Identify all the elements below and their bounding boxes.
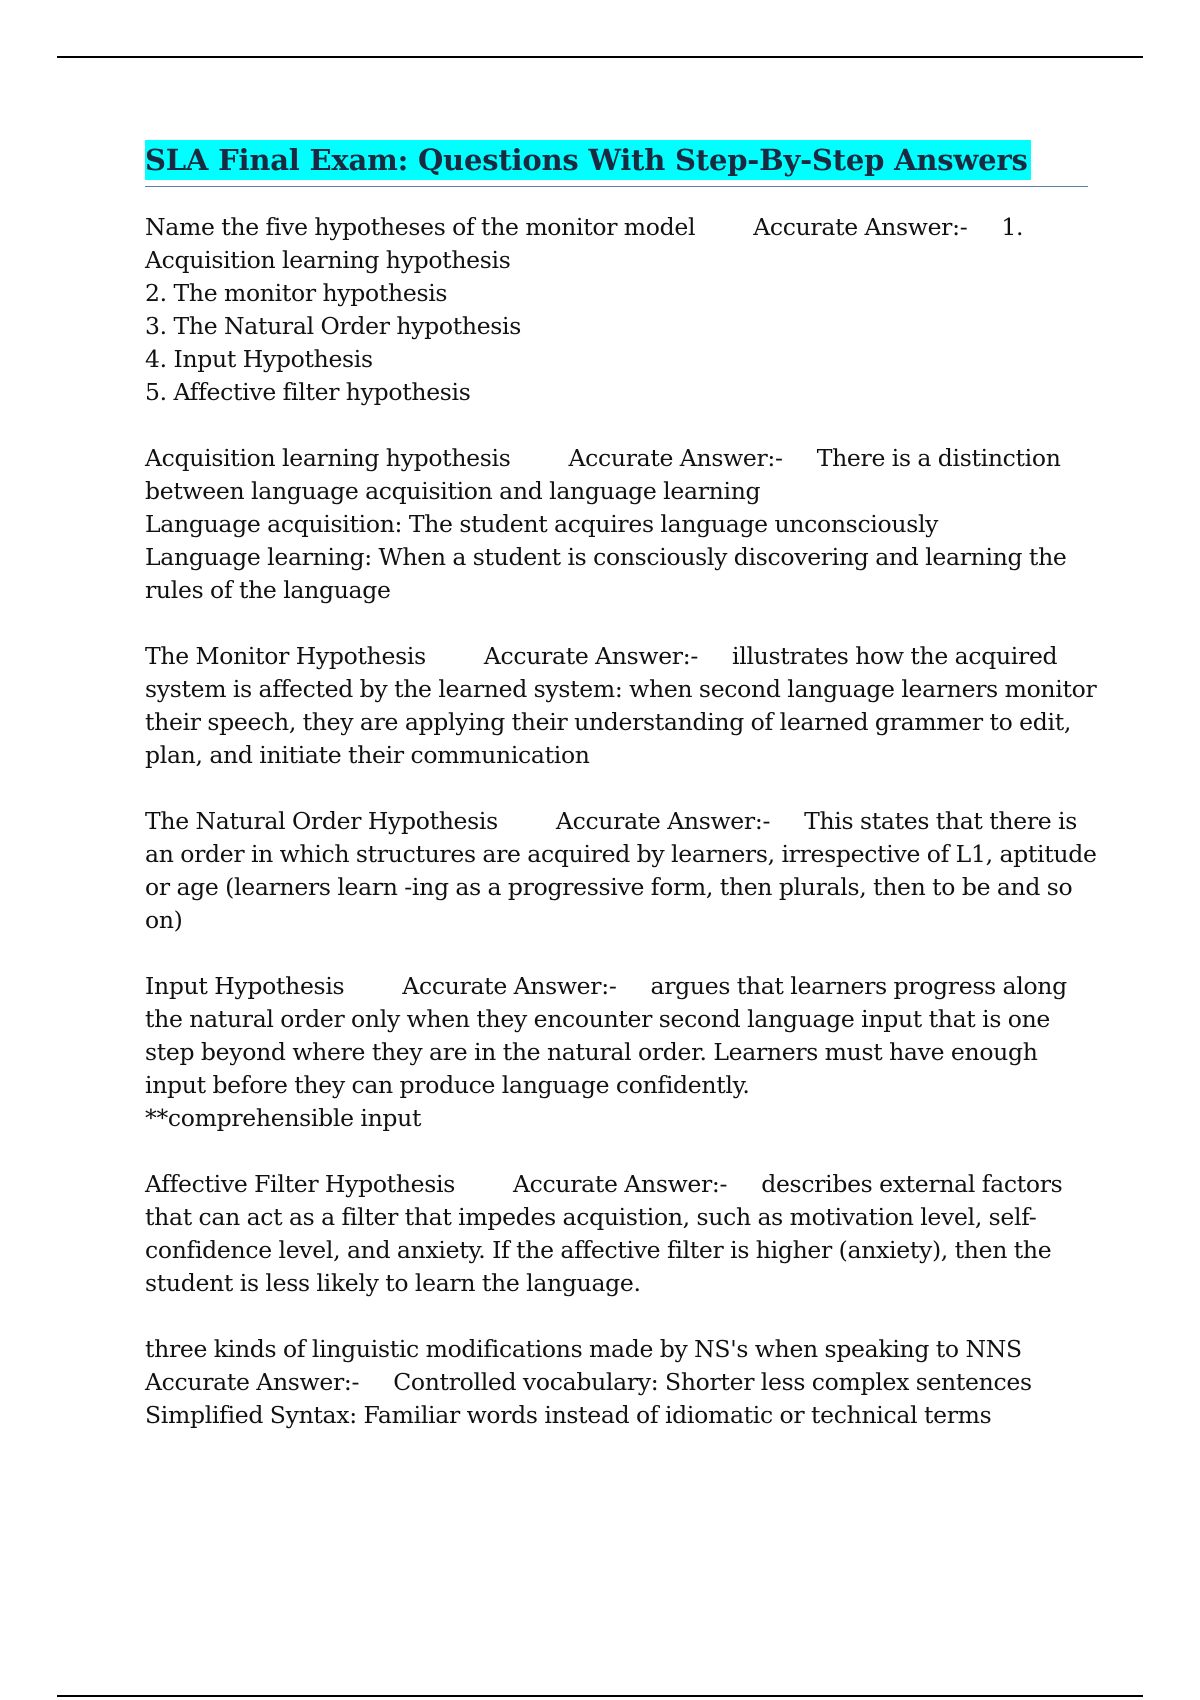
answer-text: 1. Acquisition learning hypothesis — [145, 213, 1024, 274]
qa-entry — [145, 805, 1105, 937]
question-text: The Monitor Hypothesis — [145, 642, 426, 670]
answer-label: Accurate Answer:- — [753, 213, 968, 241]
answer-label: Accurate Answer:- — [145, 1368, 360, 1396]
answer-text: **comprehensible input — [145, 1104, 422, 1132]
answer-label: Accurate Answer:- — [555, 807, 771, 835]
answer-label: Accurate Answer:- — [568, 444, 783, 472]
answer-label: Accurate Answer:- — [483, 642, 699, 670]
question-text: Acquisition learning hypothesis — [145, 444, 511, 472]
answer-text: argues that learners progress along the natural order only when they encounter second language input that is one step beyond where they are in the natural order. Learners must have enough input before they can produce language confidently. — [145, 972, 1067, 1099]
answer-text: 2. The monitor hypothesis — [145, 279, 448, 307]
answer-text: Language learning: When a student is consciously discovering and learning the rules of the language — [145, 543, 1067, 604]
question-text: three kinds of linguistic modifications made by NS's when speaking to NNS — [145, 1335, 1022, 1363]
answer-text: There is a distinction between language acquisition and language learning — [145, 444, 1061, 505]
qa-entry — [145, 970, 1105, 1135]
answer-text: 3. The Natural Order hypothesis — [145, 312, 522, 340]
answer-text: Controlled vocabulary: Shorter less complex sentences — [393, 1368, 1032, 1396]
question-text: The Natural Order Hypothesis — [145, 807, 498, 835]
answer-text: Simplified Syntax: Familiar words instead of idiomatic or technical terms — [145, 1401, 992, 1429]
answer-text: 5. Affective filter hypothesis — [145, 378, 471, 406]
qa-entry — [145, 640, 1105, 772]
question-text: Name the five hypotheses of the monitor model — [145, 213, 696, 241]
question-text: Affective Filter Hypothesis — [145, 1170, 456, 1198]
top-rule — [57, 56, 1143, 58]
page-title: SLA Final Exam: Questions With Step-By-Step Answers — [145, 140, 1031, 180]
qa-entry — [145, 442, 1105, 607]
question-text: Input Hypothesis — [145, 972, 345, 1000]
answer-text: Language acquisition: The student acquires language unconsciously — [145, 510, 939, 538]
title-underline — [145, 140, 1088, 187]
qa-entry — [145, 1333, 1105, 1432]
answer-text: 4. Input Hypothesis — [145, 345, 373, 373]
answer-label: Accurate Answer:- — [402, 972, 617, 1000]
document-body — [145, 140, 1105, 1465]
answer-text: describes external factors that can act as a filter that impedes acquistion, such as motivation level, self-confidence level, and anxiety. If the affective filter is higher (anxiety), then the student is less likely to learn the language. — [145, 1170, 1063, 1297]
answer-text: This states that there is an order in which structures are acquired by learners, irrespective of L1, aptitude or age (learners learn -ing as a progressive form, then plurals, then to be and so on) — [145, 807, 1097, 934]
answer-label: Accurate Answer:- — [513, 1170, 728, 1198]
qa-entry — [145, 211, 1105, 409]
qa-entry — [145, 1168, 1105, 1300]
answer-text: illustrates how the acquired system is affected by the learned system: when second language learners monitor their speech, they are applying their understanding of learned grammer to edit, plan, and initiate their communication — [145, 642, 1097, 769]
bottom-rule — [57, 1695, 1143, 1697]
